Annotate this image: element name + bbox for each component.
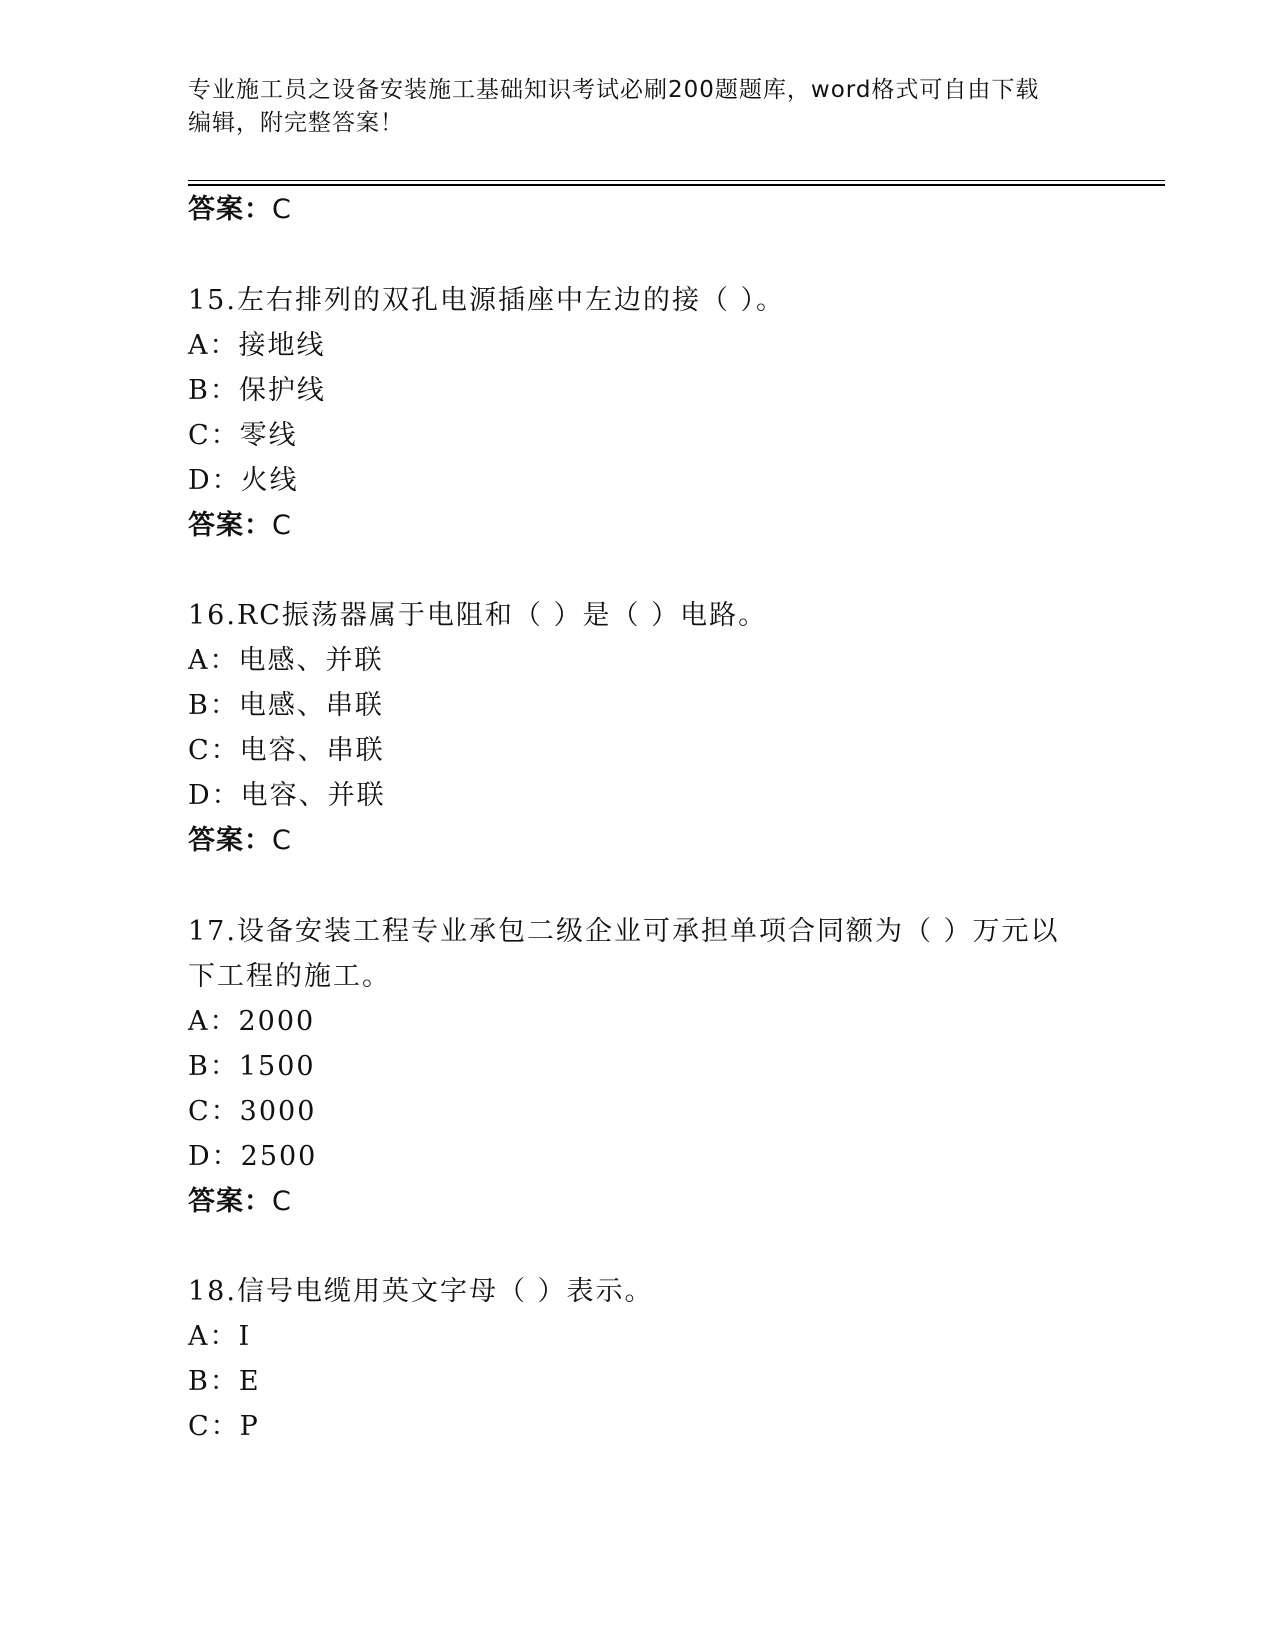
document-header (188, 74, 1088, 140)
header-divider-thin (188, 180, 1165, 181)
option-a: A：2000 (188, 1006, 316, 1037)
option-d: D：2500 (188, 1141, 318, 1172)
option-d: D：电容、并联 (188, 780, 386, 811)
question-stem: 18.信号电缆用英文字母（ ）表示。 (188, 1276, 654, 1307)
answer-label: 答案： (188, 1186, 272, 1217)
answer-line (188, 508, 292, 544)
option-a: A：电感、并联 (188, 645, 384, 676)
answer-value: C (272, 510, 292, 541)
answer-label: 答案： (188, 825, 272, 856)
question-stem: 15.左右排列的双孔电源插座中左边的接（ ）。 (188, 285, 786, 316)
answer-label: 答案： (188, 510, 272, 541)
question-stem-continued: 下工程的施工。 (188, 961, 391, 992)
answer-value: C (272, 825, 292, 856)
header-line-1: 专业施工员之设备安装施工基础知识考试必刷200题题库，word格式可自由下载 (188, 77, 1040, 103)
option-c: C：零线 (188, 420, 298, 451)
option-a: A：接地线 (188, 330, 326, 361)
option-c: C：P (188, 1411, 260, 1442)
header-line-2: 编辑，附完整答案！ (188, 110, 404, 136)
answer-line (188, 823, 292, 859)
option-b: B：电感、串联 (188, 690, 384, 721)
option-b: B：保护线 (188, 375, 326, 406)
header-divider-thick (188, 184, 1165, 186)
option-c: C：电容、串联 (188, 735, 385, 766)
question-stem: 17.设备安装工程专业承包二级企业可承担单项合同额为（ ）万元以 (188, 916, 1060, 947)
option-b: B：1500 (188, 1051, 316, 1082)
answer-line (188, 192, 292, 228)
answer-value: C (272, 194, 292, 225)
option-d: D：火线 (188, 465, 299, 496)
option-c: C：3000 (188, 1096, 317, 1127)
answer-label: 答案： (188, 194, 272, 225)
question-stem: 16.RC振荡器属于电阻和（ ）是（ ）电路。 (188, 600, 768, 631)
answer-line (188, 1184, 292, 1220)
option-b: B：E (188, 1366, 261, 1397)
option-a: A：I (188, 1321, 252, 1352)
answer-value: C (272, 1186, 292, 1217)
